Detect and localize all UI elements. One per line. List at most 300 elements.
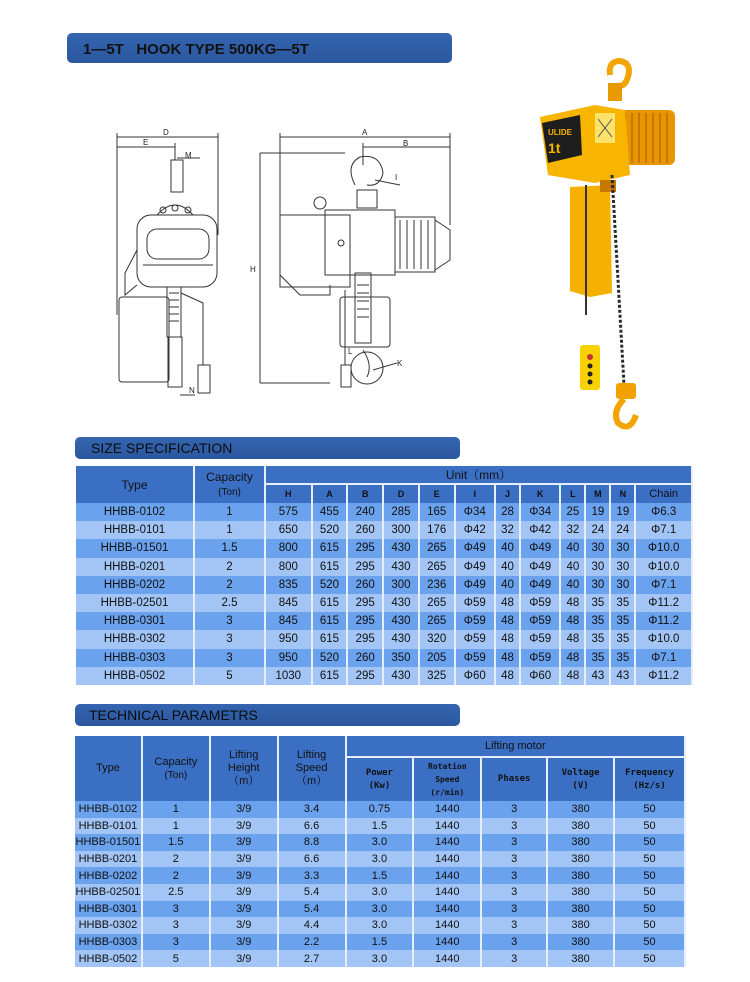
lifting-height-unit: （m） bbox=[228, 775, 260, 787]
cell-l: 48 bbox=[560, 667, 585, 685]
cell-capacity: 1 bbox=[194, 521, 265, 539]
cell-h: 845 bbox=[265, 612, 312, 630]
cell-k: Φ49 bbox=[520, 558, 560, 576]
cell-b: 295 bbox=[347, 539, 383, 557]
cell-n: 30 bbox=[610, 539, 635, 557]
rotation-unit: (r/min) bbox=[430, 788, 465, 797]
cell-speed: 8.8 bbox=[278, 834, 346, 851]
col-header-chain: Chain bbox=[635, 484, 692, 503]
table-row bbox=[76, 539, 692, 557]
cell-a: 615 bbox=[312, 630, 348, 648]
table-row bbox=[76, 594, 692, 612]
cell-k: Φ59 bbox=[520, 594, 560, 612]
dim-label-a: A bbox=[362, 128, 368, 137]
page-title-banner bbox=[67, 33, 452, 63]
cell-phases: 3 bbox=[481, 867, 547, 884]
table-row bbox=[76, 667, 692, 685]
cell-height: 3/9 bbox=[210, 884, 278, 901]
cell-power: 1.5 bbox=[346, 867, 414, 884]
col-header-n: N bbox=[610, 484, 635, 503]
cell-freq: 50 bbox=[614, 950, 685, 967]
cell-type: HHBB-0303 bbox=[75, 934, 142, 951]
capacity-label: 1t bbox=[548, 140, 561, 156]
cell-i: Φ60 bbox=[455, 667, 495, 685]
dim-label-i: I bbox=[395, 173, 398, 182]
table-row bbox=[75, 801, 685, 818]
cell-n: 30 bbox=[610, 576, 635, 594]
cell-b: 295 bbox=[347, 558, 383, 576]
page-title: 1—5T HOOK TYPE 500KG—5T bbox=[83, 41, 309, 58]
col-header-type: Type bbox=[75, 736, 142, 801]
cell-j: 48 bbox=[495, 667, 520, 685]
cell-speed: 4.4 bbox=[278, 917, 346, 934]
cell-a: 615 bbox=[312, 594, 348, 612]
col-header-capacity bbox=[194, 466, 265, 503]
cell-n: 35 bbox=[610, 594, 635, 612]
power-unit: (Kw) bbox=[368, 780, 391, 791]
cell-l: 40 bbox=[560, 539, 585, 557]
size-spec-table bbox=[76, 466, 693, 685]
col-header-k: K bbox=[520, 484, 560, 503]
cell-speed: 6.6 bbox=[278, 851, 346, 868]
cell-l: 25 bbox=[560, 503, 585, 521]
cell-phases: 3 bbox=[481, 818, 547, 835]
cell-k: Φ49 bbox=[520, 576, 560, 594]
cell-rpm: 1440 bbox=[413, 867, 481, 884]
cell-m: 19 bbox=[585, 503, 610, 521]
cell-k: Φ34 bbox=[520, 503, 560, 521]
tech-params-table bbox=[75, 736, 686, 967]
cell-h: 835 bbox=[265, 576, 312, 594]
table-row bbox=[76, 521, 692, 539]
cell-voltage: 380 bbox=[547, 917, 614, 934]
cell-j: 40 bbox=[495, 539, 520, 557]
col-header-lifting-motor: Lifting motor bbox=[346, 736, 686, 757]
cell-d: 300 bbox=[383, 576, 419, 594]
cell-chain: Φ7.1 bbox=[635, 649, 692, 667]
table-row bbox=[76, 630, 692, 648]
cell-phases: 3 bbox=[481, 934, 547, 951]
cell-i: Φ49 bbox=[455, 539, 495, 557]
cell-phases: 3 bbox=[481, 884, 547, 901]
cell-rpm: 1440 bbox=[413, 901, 481, 918]
voltage-label: Voltage bbox=[561, 767, 600, 778]
cell-power: 3.0 bbox=[346, 950, 414, 967]
cell-m: 35 bbox=[585, 630, 610, 648]
size-spec-banner bbox=[75, 437, 460, 459]
cell-type: HHBB-0502 bbox=[76, 667, 194, 685]
cell-cap: 1.5 bbox=[142, 834, 210, 851]
table-row bbox=[76, 558, 692, 576]
power-label: Power bbox=[365, 767, 393, 778]
cell-e: 176 bbox=[419, 521, 455, 539]
cell-freq: 50 bbox=[614, 934, 685, 951]
cell-m: 43 bbox=[585, 667, 610, 685]
cell-type: HHBB-0302 bbox=[75, 917, 142, 934]
cell-l: 48 bbox=[560, 594, 585, 612]
cell-type: HHBB-01501 bbox=[76, 539, 194, 557]
cell-i: Φ59 bbox=[455, 594, 495, 612]
table-row bbox=[75, 834, 685, 851]
col-header-voltage bbox=[547, 757, 614, 801]
cell-type: HHBB-0101 bbox=[76, 521, 194, 539]
cell-type: HHBB-0301 bbox=[75, 901, 142, 918]
cell-voltage: 380 bbox=[547, 934, 614, 951]
cell-cap: 1 bbox=[142, 801, 210, 818]
cell-cap: 3 bbox=[142, 901, 210, 918]
col-header-m: M bbox=[585, 484, 610, 503]
cell-i: Φ42 bbox=[455, 521, 495, 539]
cell-m: 35 bbox=[585, 612, 610, 630]
cell-d: 430 bbox=[383, 612, 419, 630]
cell-type: HHBB-0303 bbox=[76, 649, 194, 667]
cell-type: HHBB-0502 bbox=[75, 950, 142, 967]
cell-e: 265 bbox=[419, 612, 455, 630]
cell-power: 0.75 bbox=[346, 801, 414, 818]
cell-a: 520 bbox=[312, 649, 348, 667]
cell-voltage: 380 bbox=[547, 884, 614, 901]
tech-params-banner bbox=[75, 704, 460, 726]
cell-d: 430 bbox=[383, 667, 419, 685]
cell-e: 325 bbox=[419, 667, 455, 685]
rotation-label-1: Rotation bbox=[428, 762, 467, 771]
frequency-label: Frequency bbox=[625, 767, 674, 778]
cell-phases: 3 bbox=[481, 851, 547, 868]
cell-m: 35 bbox=[585, 594, 610, 612]
cell-type: HHBB-02501 bbox=[75, 884, 142, 901]
cell-speed: 5.4 bbox=[278, 884, 346, 901]
table-row bbox=[75, 851, 685, 868]
cell-j: 40 bbox=[495, 576, 520, 594]
cell-k: Φ59 bbox=[520, 630, 560, 648]
col-header-rotation-speed bbox=[413, 757, 481, 801]
cell-freq: 50 bbox=[614, 818, 685, 835]
cell-b: 295 bbox=[347, 612, 383, 630]
cell-height: 3/9 bbox=[210, 901, 278, 918]
cell-cap: 3 bbox=[142, 917, 210, 934]
cell-i: Φ49 bbox=[455, 558, 495, 576]
cell-d: 430 bbox=[383, 539, 419, 557]
cell-power: 3.0 bbox=[346, 834, 414, 851]
dim-label-b: B bbox=[403, 139, 409, 148]
table-row bbox=[75, 950, 685, 967]
cell-n: 24 bbox=[610, 521, 635, 539]
dim-label-k: K bbox=[397, 359, 403, 368]
cell-e: 265 bbox=[419, 539, 455, 557]
cell-height: 3/9 bbox=[210, 950, 278, 967]
cell-voltage: 380 bbox=[547, 801, 614, 818]
cell-speed: 3.4 bbox=[278, 801, 346, 818]
cell-b: 295 bbox=[347, 594, 383, 612]
col-header-b: B bbox=[347, 484, 383, 503]
cell-speed: 2.7 bbox=[278, 950, 346, 967]
cell-d: 350 bbox=[383, 649, 419, 667]
col-header-lifting-height bbox=[210, 736, 278, 801]
cell-type: HHBB-0302 bbox=[76, 630, 194, 648]
rotation-label-2: Speed bbox=[435, 775, 460, 784]
voltage-unit: (V) bbox=[572, 780, 589, 791]
cell-k: Φ59 bbox=[520, 649, 560, 667]
cell-cap: 2 bbox=[142, 851, 210, 868]
cell-l: 32 bbox=[560, 521, 585, 539]
cell-d: 430 bbox=[383, 558, 419, 576]
cell-type: HHBB-01501 bbox=[75, 834, 142, 851]
table-row bbox=[75, 867, 685, 884]
cell-chain: Φ11.2 bbox=[635, 594, 692, 612]
cell-b: 260 bbox=[347, 649, 383, 667]
cell-power: 3.0 bbox=[346, 884, 414, 901]
cell-n: 19 bbox=[610, 503, 635, 521]
cell-chain: Φ10.0 bbox=[635, 539, 692, 557]
col-header-lifting-speed bbox=[278, 736, 346, 801]
col-header-power bbox=[346, 757, 414, 801]
cell-chain: Φ7.1 bbox=[635, 576, 692, 594]
cell-height: 3/9 bbox=[210, 934, 278, 951]
cell-height: 3/9 bbox=[210, 867, 278, 884]
cell-n: 43 bbox=[610, 667, 635, 685]
cell-phases: 3 bbox=[481, 901, 547, 918]
cell-voltage: 380 bbox=[547, 867, 614, 884]
cell-i: Φ49 bbox=[455, 576, 495, 594]
frequency-unit: (Hz/s) bbox=[633, 780, 666, 791]
table-row bbox=[75, 818, 685, 835]
col-header-capacity bbox=[142, 736, 210, 801]
cell-j: 48 bbox=[495, 594, 520, 612]
cell-voltage: 380 bbox=[547, 818, 614, 835]
cell-chain: Φ6.3 bbox=[635, 503, 692, 521]
cell-l: 48 bbox=[560, 612, 585, 630]
cell-i: Φ59 bbox=[455, 612, 495, 630]
cell-j: 48 bbox=[495, 612, 520, 630]
cell-a: 615 bbox=[312, 558, 348, 576]
cell-m: 30 bbox=[585, 539, 610, 557]
cell-j: 32 bbox=[495, 521, 520, 539]
cell-n: 30 bbox=[610, 558, 635, 576]
capacity-unit: (Ton) bbox=[164, 769, 188, 781]
cell-l: 48 bbox=[560, 630, 585, 648]
cell-k: Φ59 bbox=[520, 612, 560, 630]
cell-e: 265 bbox=[419, 594, 455, 612]
cell-h: 800 bbox=[265, 558, 312, 576]
cell-speed: 2.2 bbox=[278, 934, 346, 951]
cell-chain: Φ11.2 bbox=[635, 612, 692, 630]
cell-freq: 50 bbox=[614, 834, 685, 851]
cell-h: 845 bbox=[265, 594, 312, 612]
cell-h: 1030 bbox=[265, 667, 312, 685]
cell-freq: 50 bbox=[614, 884, 685, 901]
cell-rpm: 1440 bbox=[413, 884, 481, 901]
cell-m: 24 bbox=[585, 521, 610, 539]
cell-a: 615 bbox=[312, 539, 348, 557]
cell-power: 3.0 bbox=[346, 901, 414, 918]
capacity-unit: (Ton) bbox=[218, 486, 241, 498]
col-header-type: Type bbox=[76, 466, 194, 503]
dim-label-l: L bbox=[348, 347, 353, 356]
capacity-label: Capacity bbox=[154, 755, 198, 768]
cell-freq: 50 bbox=[614, 867, 685, 884]
cell-speed: 3.3 bbox=[278, 867, 346, 884]
dim-label-m: M bbox=[185, 151, 192, 160]
cell-i: Φ59 bbox=[455, 630, 495, 648]
cell-a: 455 bbox=[312, 503, 348, 521]
cell-power: 1.5 bbox=[346, 934, 414, 951]
tech-params-title: TECHNICAL PARAMETRS bbox=[89, 707, 258, 723]
cell-capacity: 2.5 bbox=[194, 594, 265, 612]
table-row bbox=[76, 649, 692, 667]
table-row bbox=[76, 503, 692, 521]
cell-b: 240 bbox=[347, 503, 383, 521]
col-header-unit: Unit（mm） bbox=[265, 466, 692, 484]
lifting-speed-unit: （m） bbox=[295, 775, 328, 787]
cell-cap: 2.5 bbox=[142, 884, 210, 901]
cell-type: HHBB-0102 bbox=[76, 503, 194, 521]
cell-height: 3/9 bbox=[210, 834, 278, 851]
cell-type: HHBB-0101 bbox=[75, 818, 142, 835]
dim-label-n: N bbox=[189, 386, 195, 395]
cell-l: 40 bbox=[560, 576, 585, 594]
cell-freq: 50 bbox=[614, 901, 685, 918]
side-view-drawing bbox=[245, 125, 480, 400]
col-header-i: I bbox=[455, 484, 495, 503]
cell-height: 3/9 bbox=[210, 818, 278, 835]
cell-n: 35 bbox=[610, 649, 635, 667]
cell-d: 430 bbox=[383, 594, 419, 612]
cell-rpm: 1440 bbox=[413, 950, 481, 967]
cell-m: 30 bbox=[585, 576, 610, 594]
cell-l: 40 bbox=[560, 558, 585, 576]
cell-a: 520 bbox=[312, 521, 348, 539]
cell-e: 265 bbox=[419, 558, 455, 576]
cell-h: 800 bbox=[265, 539, 312, 557]
hoist-product-photo bbox=[520, 55, 695, 445]
cell-j: 28 bbox=[495, 503, 520, 521]
lifting-height-label-2: Height bbox=[227, 762, 260, 774]
cell-voltage: 380 bbox=[547, 834, 614, 851]
cell-phases: 3 bbox=[481, 834, 547, 851]
cell-j: 40 bbox=[495, 558, 520, 576]
cell-freq: 50 bbox=[614, 851, 685, 868]
cell-freq: 50 bbox=[614, 917, 685, 934]
col-header-frequency bbox=[614, 757, 685, 801]
cell-capacity: 2 bbox=[194, 558, 265, 576]
cell-h: 950 bbox=[265, 649, 312, 667]
cell-i: Φ34 bbox=[455, 503, 495, 521]
cell-power: 3.0 bbox=[346, 851, 414, 868]
cell-e: 236 bbox=[419, 576, 455, 594]
dim-label-d: D bbox=[163, 128, 169, 137]
cell-l: 48 bbox=[560, 649, 585, 667]
cell-d: 285 bbox=[383, 503, 419, 521]
cell-b: 295 bbox=[347, 667, 383, 685]
cell-rpm: 1440 bbox=[413, 934, 481, 951]
cell-rpm: 1440 bbox=[413, 818, 481, 835]
cell-cap: 2 bbox=[142, 867, 210, 884]
cell-capacity: 3 bbox=[194, 630, 265, 648]
lifting-speed-label-2: Speed bbox=[295, 762, 328, 774]
col-header-h: H bbox=[265, 484, 312, 503]
cell-a: 615 bbox=[312, 612, 348, 630]
cell-voltage: 380 bbox=[547, 851, 614, 868]
cell-speed: 6.6 bbox=[278, 818, 346, 835]
front-view-drawing bbox=[105, 125, 230, 400]
cell-type: HHBB-0202 bbox=[75, 867, 142, 884]
cell-capacity: 2 bbox=[194, 576, 265, 594]
cell-phases: 3 bbox=[481, 950, 547, 967]
cell-capacity: 3 bbox=[194, 649, 265, 667]
cell-phases: 3 bbox=[481, 917, 547, 934]
cell-rpm: 1440 bbox=[413, 801, 481, 818]
cell-n: 35 bbox=[610, 630, 635, 648]
cell-chain: Φ7.1 bbox=[635, 521, 692, 539]
cell-height: 3/9 bbox=[210, 801, 278, 818]
col-header-d: D bbox=[383, 484, 419, 503]
table-row bbox=[76, 576, 692, 594]
cell-capacity: 5 bbox=[194, 667, 265, 685]
cell-rpm: 1440 bbox=[413, 851, 481, 868]
cell-type: HHBB-0201 bbox=[75, 851, 142, 868]
cell-j: 48 bbox=[495, 630, 520, 648]
cell-height: 3/9 bbox=[210, 851, 278, 868]
cell-k: Φ60 bbox=[520, 667, 560, 685]
cell-a: 615 bbox=[312, 667, 348, 685]
cell-d: 430 bbox=[383, 630, 419, 648]
cell-cap: 3 bbox=[142, 934, 210, 951]
brand-label: ULIDE bbox=[548, 128, 572, 137]
cell-type: HHBB-0301 bbox=[76, 612, 194, 630]
lifting-height-label-1: Lifting bbox=[229, 749, 259, 761]
cell-k: Φ49 bbox=[520, 539, 560, 557]
cell-e: 320 bbox=[419, 630, 455, 648]
cell-h: 950 bbox=[265, 630, 312, 648]
cell-type: HHBB-0202 bbox=[76, 576, 194, 594]
cell-capacity: 3 bbox=[194, 612, 265, 630]
cell-phases: 3 bbox=[481, 801, 547, 818]
cell-e: 205 bbox=[419, 649, 455, 667]
cell-h: 575 bbox=[265, 503, 312, 521]
cell-voltage: 380 bbox=[547, 901, 614, 918]
cell-type: HHBB-0102 bbox=[75, 801, 142, 818]
lifting-speed-label-1: Lifting bbox=[296, 749, 327, 761]
cell-power: 1.5 bbox=[346, 818, 414, 835]
cell-chain: Φ10.0 bbox=[635, 558, 692, 576]
cell-speed: 5.4 bbox=[278, 901, 346, 918]
cell-freq: 50 bbox=[614, 801, 685, 818]
table-row bbox=[76, 612, 692, 630]
cell-d: 300 bbox=[383, 521, 419, 539]
cell-j: 48 bbox=[495, 649, 520, 667]
col-header-e: E bbox=[419, 484, 455, 503]
dim-label-e: E bbox=[143, 138, 149, 147]
cell-rpm: 1440 bbox=[413, 834, 481, 851]
cell-m: 30 bbox=[585, 558, 610, 576]
col-header-l: L bbox=[560, 484, 585, 503]
col-header-a: A bbox=[312, 484, 348, 503]
cell-a: 520 bbox=[312, 576, 348, 594]
cell-voltage: 380 bbox=[547, 950, 614, 967]
cell-chain: Φ11.2 bbox=[635, 667, 692, 685]
cell-b: 295 bbox=[347, 630, 383, 648]
cell-b: 260 bbox=[347, 521, 383, 539]
table-row bbox=[75, 901, 685, 918]
cell-type: HHBB-02501 bbox=[76, 594, 194, 612]
cell-n: 35 bbox=[610, 612, 635, 630]
cell-capacity: 1 bbox=[194, 503, 265, 521]
cell-cap: 1 bbox=[142, 818, 210, 835]
cell-capacity: 1.5 bbox=[194, 539, 265, 557]
cell-power: 3.0 bbox=[346, 917, 414, 934]
cell-chain: Φ10.0 bbox=[635, 630, 692, 648]
cell-e: 165 bbox=[419, 503, 455, 521]
